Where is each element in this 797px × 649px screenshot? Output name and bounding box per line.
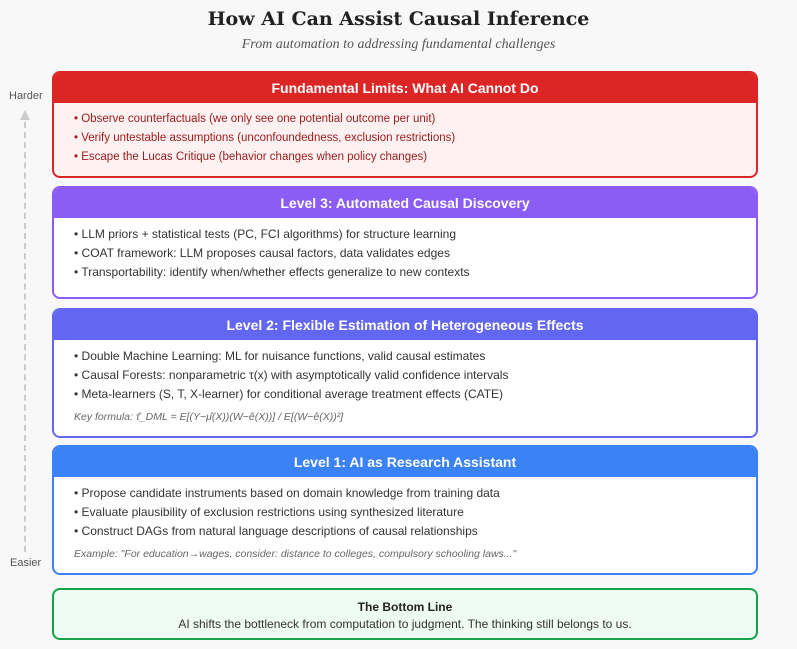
example-note: Example: "For education→wages, consider: distance to colleges, compulsory schooling laws..." bbox=[74, 548, 517, 560]
bottom-line-title: The Bottom Line bbox=[357, 600, 453, 614]
list-item: • Verify untestable assumptions (unconfoundedness, exclusion restrictions) bbox=[74, 129, 756, 148]
list-item: • LLM priors + statistical tests (PC, FCI algorithms) for structure learning bbox=[74, 225, 756, 244]
level-3-header: Level 3: Automated Causal Discovery bbox=[54, 188, 756, 218]
list-item: • Observe counterfactuals (we only see one potential outcome per unit) bbox=[74, 110, 756, 129]
fundamental-limits-list bbox=[54, 103, 756, 167]
axis-easier-label: Easier bbox=[10, 557, 42, 569]
difficulty-axis-line bbox=[24, 122, 26, 552]
level-3-panel bbox=[52, 186, 758, 299]
key-formula-note: Key formula: τ̂_DML = E[(Y−μ̂(X))(W−ê(X))] / E[(W−ê(X))²] bbox=[74, 411, 344, 423]
level-2-header: Level 2: Flexible Estimation of Heterogeneous Effects bbox=[54, 310, 756, 340]
page-title: How AI Can Assist Causal Inference bbox=[207, 8, 590, 30]
level-1-header: Level 1: AI as Research Assistant bbox=[54, 447, 756, 477]
list-item: • Causal Forests: nonparametric τ(x) with asymptotically valid confidence intervals bbox=[74, 366, 756, 385]
list-item: • Construct DAGs from natural language descriptions of causal relationships bbox=[74, 522, 756, 541]
fundamental-limits-panel bbox=[52, 71, 758, 178]
level-2-list bbox=[54, 340, 756, 404]
level-1-list bbox=[54, 477, 756, 541]
level-2-panel bbox=[52, 308, 758, 438]
list-item: • Escape the Lucas Critique (behavior changes when policy changes) bbox=[74, 148, 756, 167]
list-item: • COAT framework: LLM proposes causal factors, data validates edges bbox=[74, 244, 756, 263]
axis-harder-label: Harder bbox=[9, 90, 43, 102]
bottom-line-panel bbox=[52, 588, 758, 640]
arrow-up-icon bbox=[20, 110, 30, 120]
list-item: • Propose candidate instruments based on domain knowledge from training data bbox=[74, 484, 756, 503]
fundamental-limits-header: Fundamental Limits: What AI Cannot Do bbox=[54, 73, 756, 103]
list-item: • Meta-learners (S, T, X-learner) for conditional average treatment effects (CATE) bbox=[74, 385, 756, 404]
bottom-line-text: AI shifts the bottleneck from computation to judgment. The thinking still belongs to us. bbox=[178, 617, 632, 631]
list-item: • Double Machine Learning: ML for nuisance functions, valid causal estimates bbox=[74, 347, 756, 366]
page-subtitle: From automation to addressing fundamental challenges bbox=[241, 37, 556, 52]
level-3-list bbox=[54, 218, 756, 282]
level-1-panel bbox=[52, 445, 758, 575]
list-item: • Evaluate plausibility of exclusion restrictions using synthesized literature bbox=[74, 503, 756, 522]
list-item: • Transportability: identify when/whether effects generalize to new contexts bbox=[74, 263, 756, 282]
